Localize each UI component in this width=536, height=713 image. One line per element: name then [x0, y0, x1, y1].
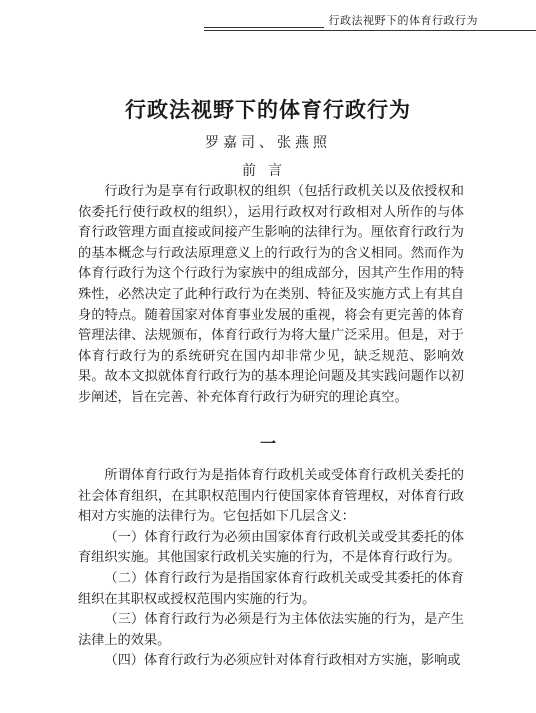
header-rule [324, 30, 536, 31]
list-item: （四）体育行政行为必须应针对体育行政相对方实施，影响或 [104, 653, 461, 669]
article-title: 行政法视野下的体育行政行为 [125, 98, 411, 122]
running-head-text: 行政法视野下的体育行政行为 [328, 14, 478, 27]
section-number: 一 [259, 434, 276, 453]
list-item: （二）体育行政行为是指国家体育行政机关或受其委托的体育组织在其职权或授权范围内实施的行为。 [78, 570, 464, 607]
intro-paragraph: 行政行为是享有行政职权的组织（包括行政机关以及依授权和依委托行使行政权的组织），运用行政权对行政相对人所作的与体育行政管理方面直接或间接产生影响的法律行为。厘依育行政行为的基本概念与行政法原理意义上的行政行为的含义相同。然而作为体育行政行为这个行政行为家族中的组成部分，因其产生作用的特殊性，必然决定了此种行政行为在类别、特征及实施方式上有其自身的特点。随着国家对体育事业发展的重视，将会有更完善的体育管理法律、法规颁布，体育行政行为将大量广泛采用。但是，对于体育行政行为的系统研究在国内却非常少见，缺乏规范、影响效果。故本文拟就体育行政行为的基本理论问题及其实践问题作以初步阐述，旨在完善、补充体育行政行为研究的理论真空。 [78, 184, 464, 405]
running-header [196, 8, 536, 34]
list-item: （一）体育行政行为必须由国家体育行政机关或受其委托的体育组织实施。其他国家行政机关实施的行为，不是体育行政行为。 [78, 529, 464, 566]
intro-body [78, 182, 464, 409]
section-paragraph: 所谓体育行政行为是指体育行政机关或受体育行政机关委托的社会体育组织，在其职权范围内行使国家体育管理权，对体育行政相对方实施的法律行为。它包括如下几层含义： [78, 468, 464, 525]
preface-heading: 前言 [242, 163, 294, 179]
section-body [78, 466, 464, 672]
authors: 罗嘉司、张燕照 [205, 135, 331, 151]
list-item: （三）体育行政行为必须是行为主体依法实施的行为，是产生法律上的效果。 [78, 612, 464, 648]
header-double-rule [204, 27, 324, 31]
